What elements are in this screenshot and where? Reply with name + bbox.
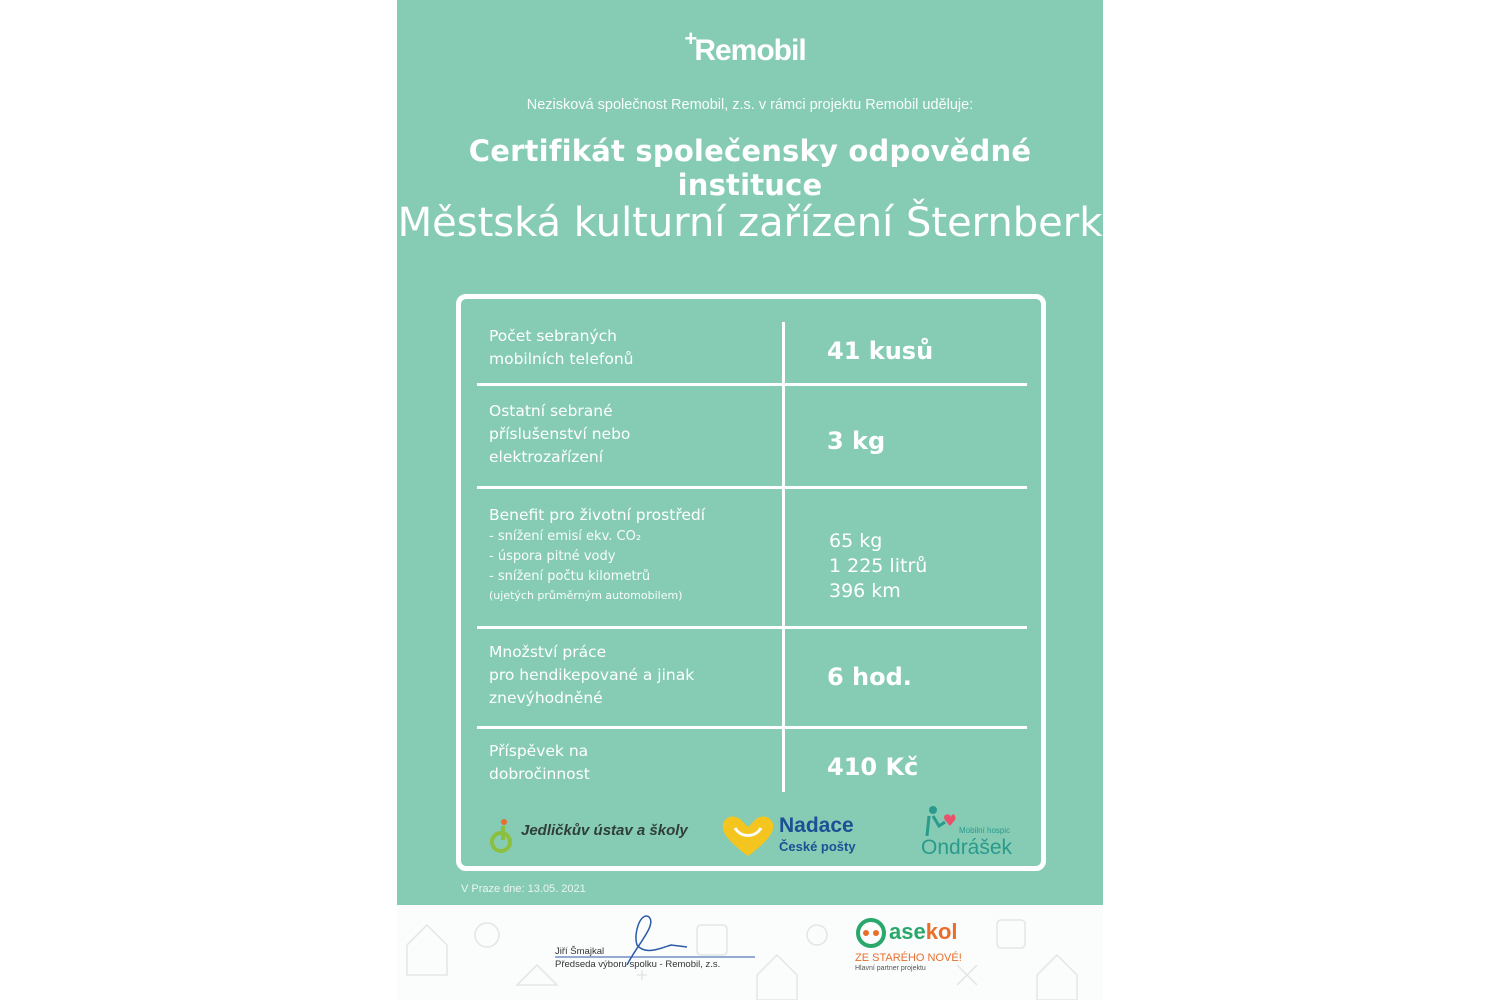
value-work-amount: 6 hod. bbox=[827, 663, 912, 691]
value-charity-contribution: 410 Kč bbox=[827, 753, 919, 781]
footer bbox=[397, 905, 1103, 1000]
nadace-subtitle: České pošty bbox=[779, 839, 856, 854]
asekol-logo-icon bbox=[855, 917, 887, 949]
asekol-partner-text: Hlavní partner projektu bbox=[855, 965, 926, 972]
row-divider bbox=[477, 486, 1027, 489]
logo-plus-icon: + bbox=[684, 26, 698, 51]
label-collected-phones: Počet sebraných mobilních telefonů bbox=[489, 327, 634, 368]
ondrasek-name: Ondrášek bbox=[921, 836, 1013, 859]
value-collected-phones: 41 kusů bbox=[827, 337, 934, 365]
label-charity-contribution: Příspěvek na dobročinnost bbox=[489, 742, 590, 783]
results-panel bbox=[456, 294, 1046, 871]
signatory-role: Předseda výboru spolku - Remobil, z.s. bbox=[555, 959, 721, 970]
nadace-heart-icon bbox=[719, 812, 777, 858]
label-other-accessories: Ostatní sebrané příslušenství nebo elektrozařízení bbox=[489, 402, 631, 466]
ondrasek-logo-icon bbox=[923, 804, 957, 838]
certificate bbox=[397, 0, 1103, 905]
jedlickuv-name: Jedličkův ústav a školy bbox=[521, 822, 688, 839]
label-environment-benefit: Benefit pro životní prostředí - snížení emisí ekv. CO₂ - úspora pitné vody - snížení počtu kilometrů (ujetých průměrným automobilem) bbox=[489, 506, 706, 602]
asekol-name: asekol bbox=[889, 919, 958, 944]
organization-name: Městská kulturní zařízení Šternberk bbox=[397, 200, 1103, 246]
signatory-name: Jiří Šmajkal bbox=[555, 946, 605, 957]
background-pattern bbox=[397, 905, 1103, 1000]
certificate-title: Certifikát společensky odpovědné instituce bbox=[468, 134, 1032, 202]
row-divider bbox=[477, 726, 1027, 729]
signature-mark bbox=[627, 916, 687, 965]
partner-logos bbox=[461, 804, 1041, 864]
column-divider bbox=[782, 322, 785, 792]
value-other-accessories: 3 kg bbox=[827, 427, 886, 455]
ondrasek-subtitle: Mobilní hospic bbox=[959, 826, 1011, 835]
nadace-title: Nadace bbox=[779, 814, 854, 837]
jedlickuv-logo-icon bbox=[489, 816, 519, 856]
issue-date: V Praze dne: 13.05. 2021 bbox=[461, 883, 586, 895]
remobil-logo bbox=[397, 26, 1103, 68]
logo-text: Remobil bbox=[694, 34, 806, 67]
label-work-amount: Množství práce pro hendikepované a jinak znevýhodněné bbox=[489, 643, 695, 707]
intro-text: Nezisková společnost Remobil, z.s. v rámci projektu Remobil uděluje: bbox=[526, 97, 974, 113]
row-divider bbox=[477, 626, 1027, 629]
value-environment-benefit: 65 kg 1 225 litrů 396 km bbox=[829, 530, 928, 602]
row-divider bbox=[477, 383, 1027, 386]
asekol-slogan: ZE STARÉHO NOVÉ! bbox=[855, 952, 962, 964]
